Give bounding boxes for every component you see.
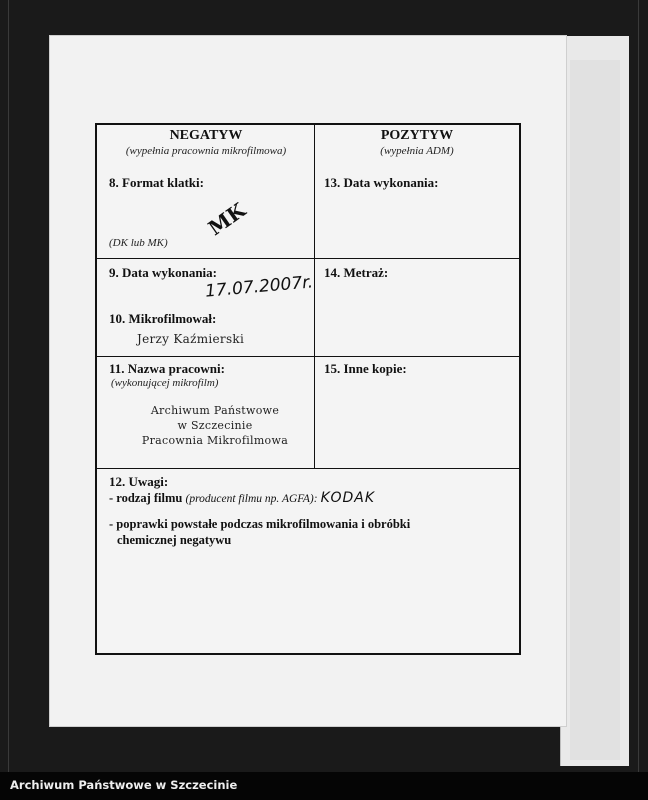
uwagi-corrections-line: - poprawki powstałe podczas mikrofilmowania i obróbki [109, 517, 411, 531]
film-edge-line [8, 0, 9, 772]
film-type-value: KODAK [320, 490, 376, 506]
footer-caption: Archiwum Państwowe w Szczecinie [10, 778, 238, 792]
pracownia-label: 11. Nazwa pracowni: [109, 361, 225, 376]
operator-stamp: Jerzy Kaźmierski [137, 332, 245, 346]
negatyw-subtitle: (wypełnia pracownia mikrofilmowa) [125, 145, 287, 157]
inne-kopie-label: 15. Inne kopie: [324, 361, 407, 376]
pracownia-hint: (wykonującej mikrofilm) [111, 377, 219, 389]
date-label: 9. Data wykonania: [109, 265, 217, 280]
format-hint: (DK lub MK) [109, 237, 168, 249]
metraz-label: 14. Metraż: [324, 265, 389, 280]
pozytyw-date-label: 13. Data wykonania: [324, 175, 439, 190]
pozytyw-subtitle: (wypełnia ADM) [380, 145, 454, 157]
form-table [95, 123, 521, 655]
back-sheet-shade [570, 60, 620, 760]
pozytyw-title: POZYTYW [380, 128, 454, 143]
uwagi-label: 12. Uwagi: [109, 474, 169, 489]
negatyw-title: NEGATYW [169, 128, 243, 143]
pracownia-stamp: Archiwum Państwowe w Szczecinie Pracownia Mikrofilmowa [141, 404, 289, 447]
film-edge-line [638, 0, 639, 772]
uwagi-corrections-line2: chemicznej negatywu [117, 533, 232, 547]
format-value: MK [203, 197, 250, 241]
operator-label: 10. Mikrofilmował: [109, 311, 217, 326]
date-value: 17.07.2007r. [204, 272, 314, 302]
uwagi-film-line: - rodzaj filmu (producent filmu np. AGFA): KODAK [109, 490, 376, 506]
format-label: 8. Format klatki: [109, 175, 204, 190]
